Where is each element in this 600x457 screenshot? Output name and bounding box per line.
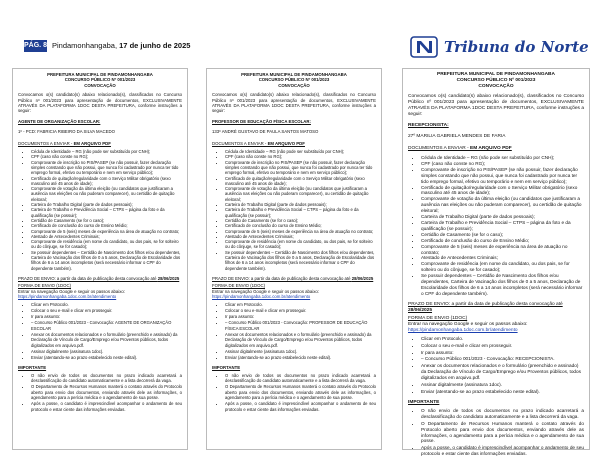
doc-item: • Cédula de Identidade – RG (não pode ser substituído por CNH); (225, 149, 376, 154)
submission-instructions: Entrar na navegação Google e seguir os passos abaixo: (408, 321, 528, 327)
step-subject: • – Concurso Público 001/2023 - Convocação: RECEPCIONISTA. (421, 356, 584, 362)
city-date-prefix: Pindamonhangaba, (52, 41, 120, 50)
step-item: • Ir para assunto: (31, 314, 182, 319)
docs-list (408, 155, 584, 297)
doc-item: • Comprovante de inscrição no PIS/PASEP (se não possuir, fazer declaração simples constando que não possui, que nunca foi cadastrado por nunca ter tido emprego formal, efetivo ou temporário e nem em serviço público); (31, 160, 182, 176)
step-item: • Ir para assunto: (225, 314, 376, 319)
section-title: PROFESSOR DE EDUCAÇÃO FÍSICA ESCOLAR: (212, 118, 311, 124)
step-item: • Clicar em Protocolo. (421, 336, 584, 342)
submission-instructions: Entrar na navegação Google e seguir os passos abaixo: (212, 288, 320, 294)
step-item: • Enviar (atentando-se ao prazo estabelecido neste edital). (31, 355, 182, 360)
doc-item: • Carteira de Trabalho Digital (parte de dados pessoais); (31, 202, 182, 207)
docs-heading-bold: EM ARQUIVO PDF (73, 140, 111, 146)
docs-heading (408, 146, 584, 152)
deadline-date: 28/06/2025 (157, 275, 180, 281)
docs-list (212, 149, 376, 271)
step-item: • Anexar os documentos relacionados e o formulário (preenchido e assinado) da Declaração de Vínculo de Cargo/Emprego e/ou Proventos públicos, todos digitalizados em arquivo.pdf. (225, 332, 376, 348)
doc-item: • Certificado de quitação/regularidade com o Serviço Militar obrigatório (sexo masculino até 45 anos de idade); (225, 176, 376, 187)
docs-heading-text: DOCUMENTOS A ENVIAR - (212, 140, 268, 146)
doc-item: • Comprovante de 5 (seis) meses de experiência na área de atuação no contrato; (31, 229, 182, 234)
docs-heading (18, 141, 182, 146)
submission-method-title: FORMA DE ENVIO (1DOC) (18, 283, 71, 289)
important-item: • Após a posse, o candidato é imprescindível acompanhar o andamento de seu protocolo e estar ciente das informações enviadas. (225, 401, 376, 412)
deadline (212, 276, 376, 281)
city-date-bold: 17 de junho de 2025 (119, 41, 191, 50)
doc-item: • Atestado de Antecedentes Criminais; (31, 234, 182, 239)
tribuna-logo-icon (410, 34, 442, 60)
doc-item: • Atestado de Antecedentes Criminais; (421, 255, 584, 261)
convocation-column-3 (402, 68, 590, 457)
doc-item: • Comprovante de inscrição no PIS/PASEP (se não possuir, fazer declaração simples constando que não possui, que nunca foi cadastrado por nunca ter tido emprego formal, efetivo ou temporário e nem em serviço público); (225, 160, 376, 176)
important-list (408, 408, 584, 457)
docs-heading-bold: EM ARQUIVO PDF (267, 140, 305, 146)
doc-item: • Comprovante de votação da última eleição (ou candidatos que justificaram a ausência nas eleições ou não puderam comparecer), ou certidão de quitação eleitoral; (225, 186, 376, 202)
important-heading: IMPORTANTE (212, 365, 241, 371)
doc-item: • Certidão de Casamento (se for o caso); (421, 232, 584, 238)
title-line-1: PREFEITURA MUNICIPAL DE PINDAMONHANGABA (241, 72, 347, 77)
doc-item: • Comprovante de votação da última eleição (ou candidatos que justificaram a ausência nas eleições ou não puderam comparecer), ou certidão de quitação eleitoral; (31, 186, 182, 202)
important-item: • O Departamento de Recursos Humanos manterá o contato através do Protocolo aberto para envio dos documentos, enviando através dele as informações, o agendamento para a perícia médica e o agendamento de sua posse. (31, 384, 182, 400)
steps-list (408, 336, 584, 395)
deadline-date: 28/06/2025 (408, 307, 433, 313)
doc-item: • Atestado de Antecedentes Criminais; (225, 234, 376, 239)
deadline (18, 276, 182, 281)
city-date (52, 40, 190, 52)
doc-item: • Certificado de conclusão do curso de Ensino Médio; (31, 223, 182, 228)
convocation-column-2 (206, 68, 382, 450)
candidate-name: 133º ANDRÉ GUSTAVO DE PAULA SANTOS MATOSO (212, 129, 319, 135)
convocation-column-1 (12, 68, 188, 450)
logo-text: Tribuna do Norte (444, 38, 589, 56)
submission-method-title: FORMA DE ENVIO (1DOC) (212, 283, 265, 289)
deadline-text: PRAZO DE ENVIO: a partir da data de publicação desta convocação até (18, 275, 158, 281)
doc-item: • CPF (caso não conste no RG); (225, 154, 376, 159)
section-title: RECEPCIONISTA: (408, 123, 449, 128)
deadline-text: PRAZO DE ENVIO: a partir da data de publicação desta convocação até (212, 275, 352, 281)
step-item: • Clicar em Protocolo. (31, 302, 182, 307)
doc-item: • Certificado de conclusão do curso de Ensino Médio; (421, 238, 584, 244)
doc-item: • Se possuir dependentes – Certidão de Nascimento dos filhos e/ou dependentes, Carteira de Vacinação dos filhos de 0 a 5 anos, Declaração de Escolaridade dos filhos de 6 a 14 anos incompletos (será necessário informar o CPF do dependente também). (31, 250, 182, 271)
step-item: • Colocar o seu e-mail e clicar em prosseguir. (225, 308, 376, 313)
title-line-2: CONCURSO PÚBLICO Nº 001/2023 (258, 77, 330, 83)
doc-item: • Comprovante de residência (em nome do candidato, ou dos pais, se for solteiro ou do cônjuge, se for casado); (421, 261, 584, 273)
doc-item: • Cédula de Identidade – RG (não pode ser substituído por CNH); (421, 155, 584, 161)
page-number-badge: PÁG. 8 (24, 40, 47, 52)
doc-item: • Comprovante de 5 (seis) meses de experiência na área de atuação no contrato; (421, 244, 584, 256)
important-heading: IMPORTANTE (408, 399, 440, 405)
important-item: • O não envio de todos os documentos no prazo indicado acarretará a desclassificação do candidato automaticamente e a lista decorrerá da vaga. (225, 373, 376, 384)
title-line-3: CONVOCAÇÃO (84, 82, 116, 88)
doc-item: • Comprovante de residência (em nome do candidato, ou dos pais, se for solteiro ou do cônjuge, se for casado); (225, 239, 376, 250)
step-item: • Assinar digitalmente (assinatura 1doc). (31, 349, 182, 354)
doc-item: • Certificado de conclusão do curso de Ensino Médio; (225, 223, 376, 228)
doc-item: • Comprovante de 5 (seis) meses de experiência na área de atuação no contrato; (225, 229, 376, 234)
submission-method-title: FORMA DE ENVIO (1DOC) (408, 315, 468, 321)
deadline-text: PRAZO DE ENVIO: a partir da data de publicação desta convocação até (408, 301, 563, 307)
doc-item: • Carteira de Trabalho Digital (parte de dados pessoais); (225, 202, 376, 207)
doc-item: • Carteira de Trabalho e Previdência Social – CTPS – página da foto e da qualificação (se possuir); (225, 207, 376, 218)
doc-item: • Se possuir dependentes – Certidão de Nascimento dos filhos e/ou dependentes, Carteira de Vacinação dos filhos de 0 a 5 anos, Declaração de Escolaridade dos filhos de 6 a 14 anos incompletos (será necessário informar o CPF do dependente também). (225, 250, 376, 271)
doc-item: • Se possuir dependentes – Certidão de Nascimento dos filhos e/ou dependentes, Carteira de Vacinação dos filhos de 0 a 5 anos, Declaração de Escolaridade dos filhos de 6 a 14 anos incompletos (será necessário informar o CPF do dependente também). (421, 273, 584, 297)
doc-item: • Carteira de Trabalho e Previdência Social – CTPS – página da foto e da qualificação (se possuir); (421, 220, 584, 232)
important-list (212, 373, 376, 412)
protocol-link[interactable]: https://pindamonhangaba.1doc.com.br/atendimento (18, 294, 117, 300)
deadline (408, 302, 584, 314)
important-item: • Após a posse, o candidato é imprescindível acompanhar o andamento de seu protocolo e estar ciente das informações enviadas. (31, 401, 182, 412)
important-item: • Após a posse, o candidato é imprescindível acompanhar o andamento de seu protocolo e estar ciente das informações enviadas. (421, 445, 584, 457)
title-line-2: CONCURSO PÚBLICO Nº 001/2023 (456, 78, 536, 83)
doc-item: • CPF (caso não conste no RG); (421, 161, 584, 167)
title-line-3: CONVOCAÇÃO (278, 82, 310, 88)
protocol-link[interactable]: https://pindamonhangaba.1doc.com.br/atendimento (408, 327, 518, 333)
candidate-name: 27º MARILIA GABRIELA MENDES DE FARIA (408, 134, 506, 139)
docs-list (18, 149, 182, 271)
doc-item: • Carteira de Trabalho Digital (parte de dados pessoais); (421, 214, 584, 220)
docs-heading-text: DOCUMENTOS A ENVIAR - (408, 146, 471, 151)
doc-item: • Comprovante de residência (em nome do candidato, ou dos pais, se for solteiro ou do cônjuge, se for casado); (31, 239, 182, 250)
section-title: AGENTE DE ORGANIZAÇÃO ESCOLAR: (18, 118, 101, 124)
doc-item: • CPF (caso não conste no RG); (31, 154, 182, 159)
steps-list (18, 302, 182, 361)
doc-item: • Cédula de Identidade – RG (não pode ser substituído por CNH); (31, 149, 182, 154)
step-item: • Colocar o seu e-mail e clicar em prosseguir. (31, 308, 182, 313)
docs-heading (212, 141, 376, 146)
step-item: • Assinar digitalmente (assinatura 1doc). (421, 382, 584, 388)
important-item: • O não envio de todos os documentos no prazo indicado acarretará a desclassificação do candidato automaticamente e a lista decorrerá da vaga. (31, 373, 182, 384)
intro-paragraph: Convocamos o(s) candidato(s) abaixo relacionado(s), classificados no Concurso Público nº 001/2023 para apresentação de documentos, EXCLUSIVAMENTE ATRAVÉS DA PLATAFORMA 1DOC DESTA PREFEITURA, conforme instruções a seguir: (18, 92, 182, 114)
step-subject: • – Concurso Público 001/2023 - Convocação: PROFESSOR DE EDUCAÇÃO FÍSICA ESCOLAR (225, 320, 376, 331)
title-line-1: PREFEITURA MUNICIPAL DE PINDAMONHANGABA (437, 72, 555, 77)
doc-item: • Certificado de quitação/regularidade com o Serviço Militar obrigatório (sexo masculino até 45 anos de idade); (31, 176, 182, 187)
important-heading: IMPORTANTE (18, 365, 47, 371)
step-item: • Anexar os documentos relacionados e o formulário (preenchido e assinado) da Declaração de Vínculo de Cargo/Emprego e/ou Proventos públicos, todos digitalizados em arquivo.pdf. (31, 332, 182, 348)
step-item: • Anexar os documentos relacionados e o formulário (preenchido e assinado) da Declaração de Vínculo de Cargo/Emprego e/ou Proventos públicos, todos digitalizados em arquivo.pdf. (421, 363, 584, 381)
tribuna-logo (410, 34, 590, 60)
page-header (0, 0, 600, 66)
intro-paragraph: Convocamos o(s) candidato(s) abaixo relacionado(s), classificados no Concurso Público nº 001/2023 para apresentação de documentos, EXCLUSIVAMENTE ATRAVÉS DA PLATAFORMA 1DOC DESTA PREFEITURA, conforme instruções a seguir: (408, 94, 584, 117)
title-line-1: PREFEITURA MUNICIPAL DE PINDAMONHANGABA (47, 72, 153, 77)
step-item: • Ir para assunto: (421, 350, 584, 356)
doc-item: • Certidão de Casamento (se for o caso); (225, 218, 376, 223)
intro-paragraph: Convocamos o(s) candidato(s) abaixo relacionado(s), classificados no Concurso Público nº 001/2023 para apresentação de documentos, EXCLUSIVAMENTE ATRAVÉS DA PLATAFORMA 1DOC DESTA PREFEITURA, conforme instruções a seguir: (212, 92, 376, 114)
step-item: • Enviar (atentando-se ao prazo estabelecido neste edital). (225, 355, 376, 360)
title-line-2: CONCURSO PÚBLICO Nº 001/2023 (64, 77, 136, 83)
step-item: • Assinar digitalmente (assinatura 1doc). (225, 349, 376, 354)
protocol-link[interactable]: https://pindamonhangaba.1doc.com.br/atendimento (212, 294, 311, 300)
doc-item: • Certificado de quitação/regularidade com o Serviço Militar obrigatório (sexo masculino até 45 anos de idade); (421, 185, 584, 197)
important-list (18, 373, 182, 412)
deadline-date: 28/06/2025 (351, 275, 374, 281)
step-item: • Colocar o seu e-mail e clicar em prosseguir. (421, 343, 584, 349)
important-item: • O não envio de todos os documentos no prazo indicado acarretará a desclassificação do candidato automaticamente e a lista decorrerá da vaga. (421, 408, 584, 420)
step-item: • Enviar (atentando-se ao prazo estabelecido neste edital). (421, 389, 584, 395)
docs-heading-bold: EM ARQUIVO PDF (470, 146, 512, 151)
doc-item: • Comprovante de votação da última eleição (ou candidatos que justificaram a ausência nas eleições ou não puderam comparecer), ou certidão de quitação eleitoral; (421, 196, 584, 214)
doc-item: • Carteira de Trabalho e Previdência Social – CTPS – página da foto e da qualificação (se possuir); (31, 207, 182, 218)
doc-item: • Comprovante de inscrição no PIS/PASEP (se não possuir, fazer declaração simples constando que não possui, que nunca foi cadastrado por nunca ter tido emprego formal, efetivo ou temporário e nem em serviço público); (421, 167, 584, 185)
docs-heading-text: DOCUMENTOS A ENVIAR - (18, 140, 74, 146)
title-line-3: CONVOCAÇÃO (478, 84, 514, 89)
step-subject: • – Concurso Público 001/2023 - Convocação: AGENTE DE ORGANIZAÇÃO ESCOLAR (31, 320, 182, 331)
candidate-name: 1º - PCD: FABRICIA RIBEIRO DA SILVA MACEDO (18, 129, 115, 135)
doc-item: • Certidão de Casamento (se for o caso); (31, 218, 182, 223)
important-item: • O Departamento de Recursos Humanos manterá o contato através do Protocolo aberto para envio dos documentos, enviando através dele as informações, o agendamento para a perícia médica e o agendamento de sua posse. (225, 384, 376, 400)
step-item: • Clicar em Protocolo. (225, 302, 376, 307)
submission-instructions: Entrar na navegação Google e seguir os passos abaixo: (18, 288, 126, 294)
important-item: • O Departamento de Recursos Humanos manterá o contato através do Protocolo aberto para envio dos documentos, enviando através dele as informações, o agendamento para a perícia médica e o agendamento de sua posse. (421, 421, 584, 445)
steps-list (212, 302, 376, 361)
